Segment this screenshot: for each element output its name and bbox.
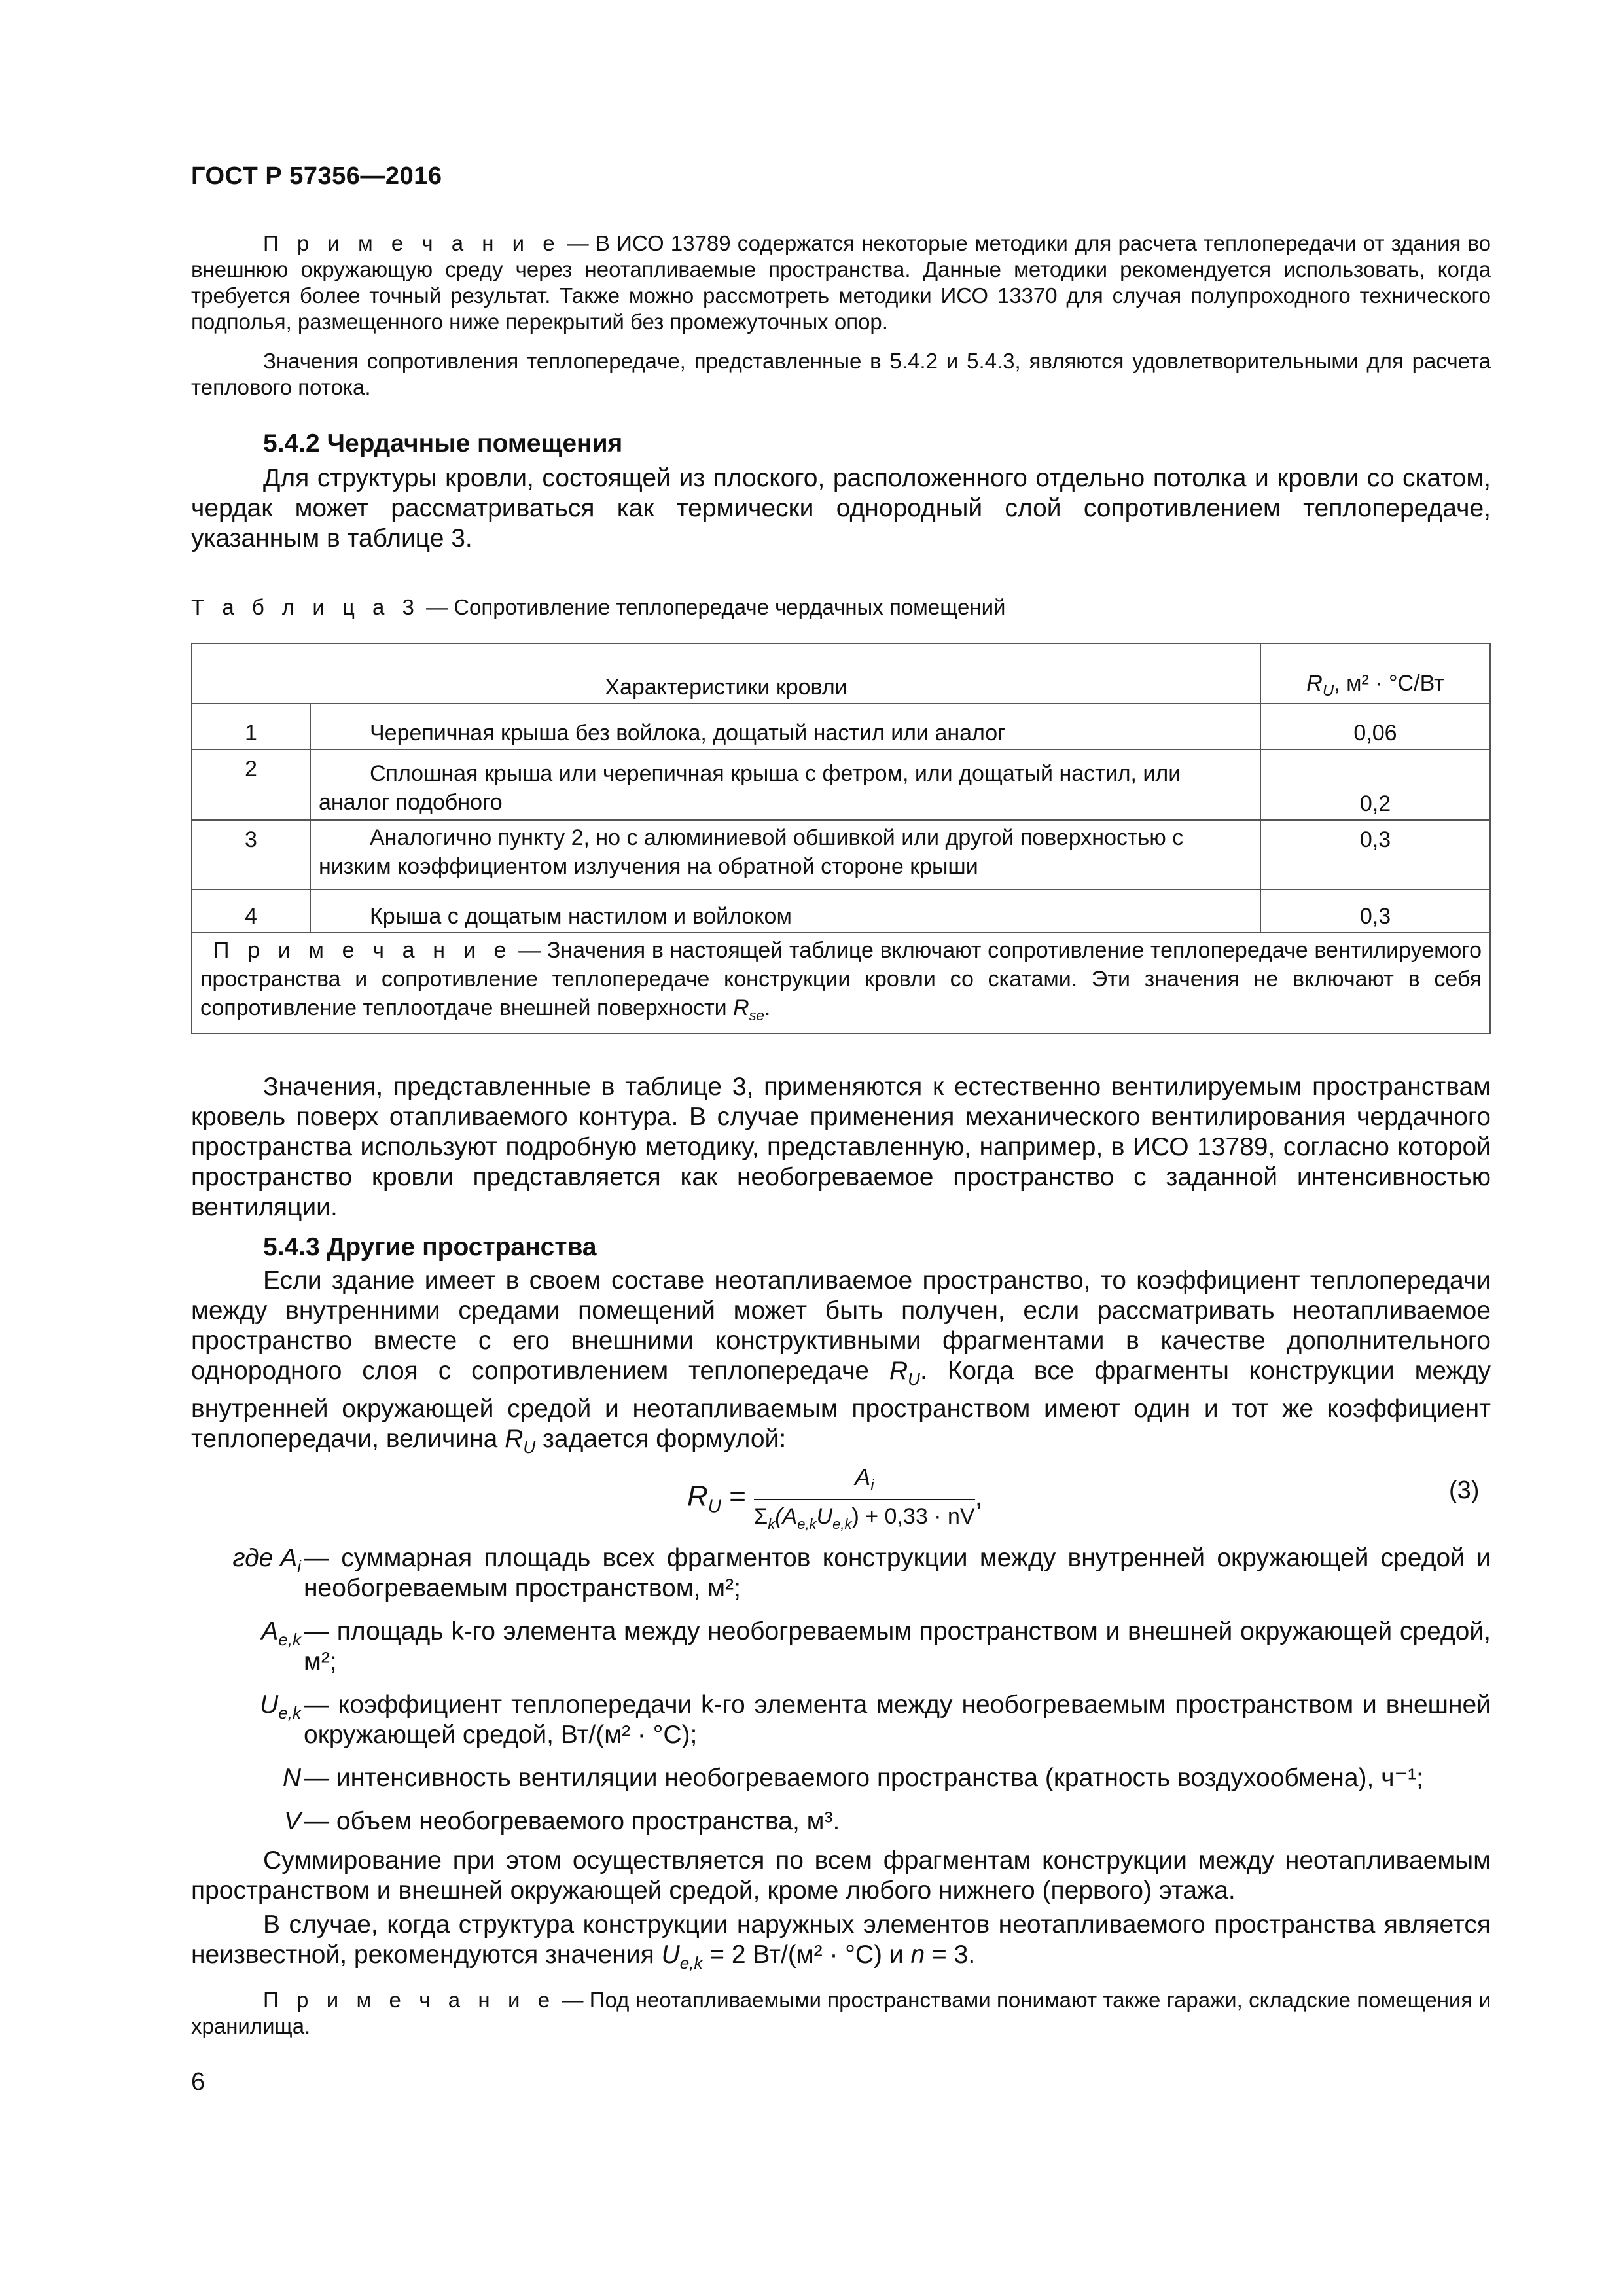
table-row xyxy=(192,749,1490,820)
row-value: 0,3 xyxy=(1260,889,1490,933)
definition-item: V — объем необогреваемого пространства, м³. xyxy=(283,1807,840,1835)
table-note-row xyxy=(192,933,1490,1033)
table-caption xyxy=(191,594,1005,620)
table-note: П р и м е ч а н и е — Значения в настоящей таблице включают сопротивление теплопередаче вентилируемого пространства и сопротивление теплопередаче конструкции кровли со скатами. Эти значения не включают в себя сопротивление теплоотдаче внешней поверхности $R_{se}$. xyxy=(192,933,1490,1033)
row-description: Сплошная крыша или черепичная крыша с фетром, или дощатый настил, или аналог подобного xyxy=(310,749,1260,820)
column-header-characteristics: Характеристики кровли xyxy=(192,643,1260,704)
definition-item: N — интенсивность вентиляции необогреваемого пространства (кратность воздухообмена), ч⁻¹; xyxy=(282,1764,1423,1792)
row-description: Крыша с дощатым настилом и войлоком xyxy=(310,889,1260,933)
formula-3: $R_U$ = $\frac{A_i}{\Sigma_k(A_{e,k}U_{e,k}) + 0,33 \cdot nV}$ , xyxy=(687,1463,983,1532)
document-header: ГОСТ Р 57356—2016 xyxy=(191,162,442,190)
paragraph: Для структуры кровли, состоящей из плоского, расположенного отдельно потолка и кровли со скатом, чердак может рассматриваться как термически однородный слой сопротивлением теплопередаче, указанным в таблице 3. xyxy=(191,464,1491,552)
paragraph: Если здание имеет в своем составе неотапливаемое пространство, то коэффициент теплопередачи между внутренними средами помещений может быть получен, если рассматривать неотапливаемое пространство вместе с его внешними конструктивными фрагментами в качестве дополнительного однородного слоя с сопротивлением теплопередаче $R_U$. Когда все фрагменты конструкции между внутренней окружающей средой и неотапливаемым пространством имеют один и тот же коэффициент теплопередачи, величина $R_U$ задается формулой: xyxy=(191,1266,1491,1457)
table-row xyxy=(192,889,1490,933)
note-text: — В ИСО 13789 содержатся некоторые методики для расчета теплопередачи от здания во внешнюю окружающую среду через неотапливаемые пространства. Данные методики рекомендуется использовать, когда требуется более точный результат. Также можно рассмотреть методики ИСО 13370 для случая полупроходного технического подполья, размещенного ниже перекрытий без промежуточных опор. xyxy=(191,231,1491,334)
row-value: 0,2 xyxy=(1260,749,1490,820)
row-number: 2 xyxy=(192,749,310,820)
roof-resistance-table xyxy=(191,643,1491,1034)
note-paragraph: П р и м е ч а н и е — Под неотапливаемыми пространствами понимают также гаражи, складские помещения и хранилища. xyxy=(191,1988,1491,2038)
definitions-list xyxy=(191,1543,1491,1850)
row-description: Черепичная крыша без войлока, дощатый настил или аналог xyxy=(310,704,1260,749)
paragraph: Значения сопротивления теплопередаче, представленные в 5.4.2 и 5.4.3, являются удовлетворительными для расчета теплового потока. xyxy=(191,349,1491,399)
paragraph: Значения, представленные в таблице 3, применяются к естественно вентилируемым пространствам кровель поверх отапливаемого контура. В случае применения механического вентилирования чердачного пространства используют подробную методику, представленную, например, в ИСО 13789, согласно которой пространство кровли представляется как необогреваемое пространство с заданной интенсивностью вентиляции. xyxy=(191,1073,1491,1221)
section-heading: 5.4.3 Другие пространства xyxy=(263,1233,597,1261)
definition-item: $A_{e,k}$ — площадь k-го элемента между необогреваемым пространством и внешней окружающей средой, м²; xyxy=(261,1617,1491,1676)
table-caption-label: Т а б л и ц а 3 xyxy=(191,595,420,619)
row-number: 3 xyxy=(192,820,310,889)
row-value: 0,06 xyxy=(1260,704,1490,749)
table-header-row xyxy=(192,643,1490,704)
page-number: 6 xyxy=(191,2068,205,2096)
definition-item: где $A_i$ — суммарная площадь всех фрагментов конструкции между внутренней окружающей средой и необогреваемым пространством, м²; xyxy=(232,1544,1491,1602)
formula-number: (3) xyxy=(1449,1477,1480,1504)
note-paragraph xyxy=(191,230,1491,335)
table-row xyxy=(192,820,1490,889)
row-value: 0,3 xyxy=(1260,820,1490,889)
section-heading: 5.4.2 Чердачные помещения xyxy=(263,429,623,457)
row-number: 4 xyxy=(192,889,310,933)
paragraph: Суммирование при этом осуществляется по всем фрагментам конструкции между неотапливаемым пространством и внешней окружающей средой, кроме любого нижнего (первого) этажа. xyxy=(191,1846,1491,1905)
note-label: П р и м е ч а н и е xyxy=(263,231,561,255)
row-number: 1 xyxy=(192,704,310,749)
table-caption-text: — Сопротивление теплопередаче чердачных помещений xyxy=(419,595,1006,619)
definition-item: $U_{e,k}$ — коэффициент теплопередачи k-го элемента между необогреваемым пространством и внешней окружающей средой, Вт/(м² · °С); xyxy=(260,1691,1491,1749)
table-row xyxy=(192,704,1490,749)
row-description: Аналогично пункту 2, но с алюминиевой обшивкой или другой поверхностью с низким коэффициентом излучения на обратной стороне крыши xyxy=(310,820,1260,889)
column-header-value: $R_U$, м² · °С/Вт xyxy=(1260,643,1490,704)
paragraph: В случае, когда структура конструкции наружных элементов неотапливаемого пространства является неизвестной, рекомендуются значения $U_{e,k} = 2$ Вт/(м² · °С) и n = 3. xyxy=(191,1910,1491,1973)
